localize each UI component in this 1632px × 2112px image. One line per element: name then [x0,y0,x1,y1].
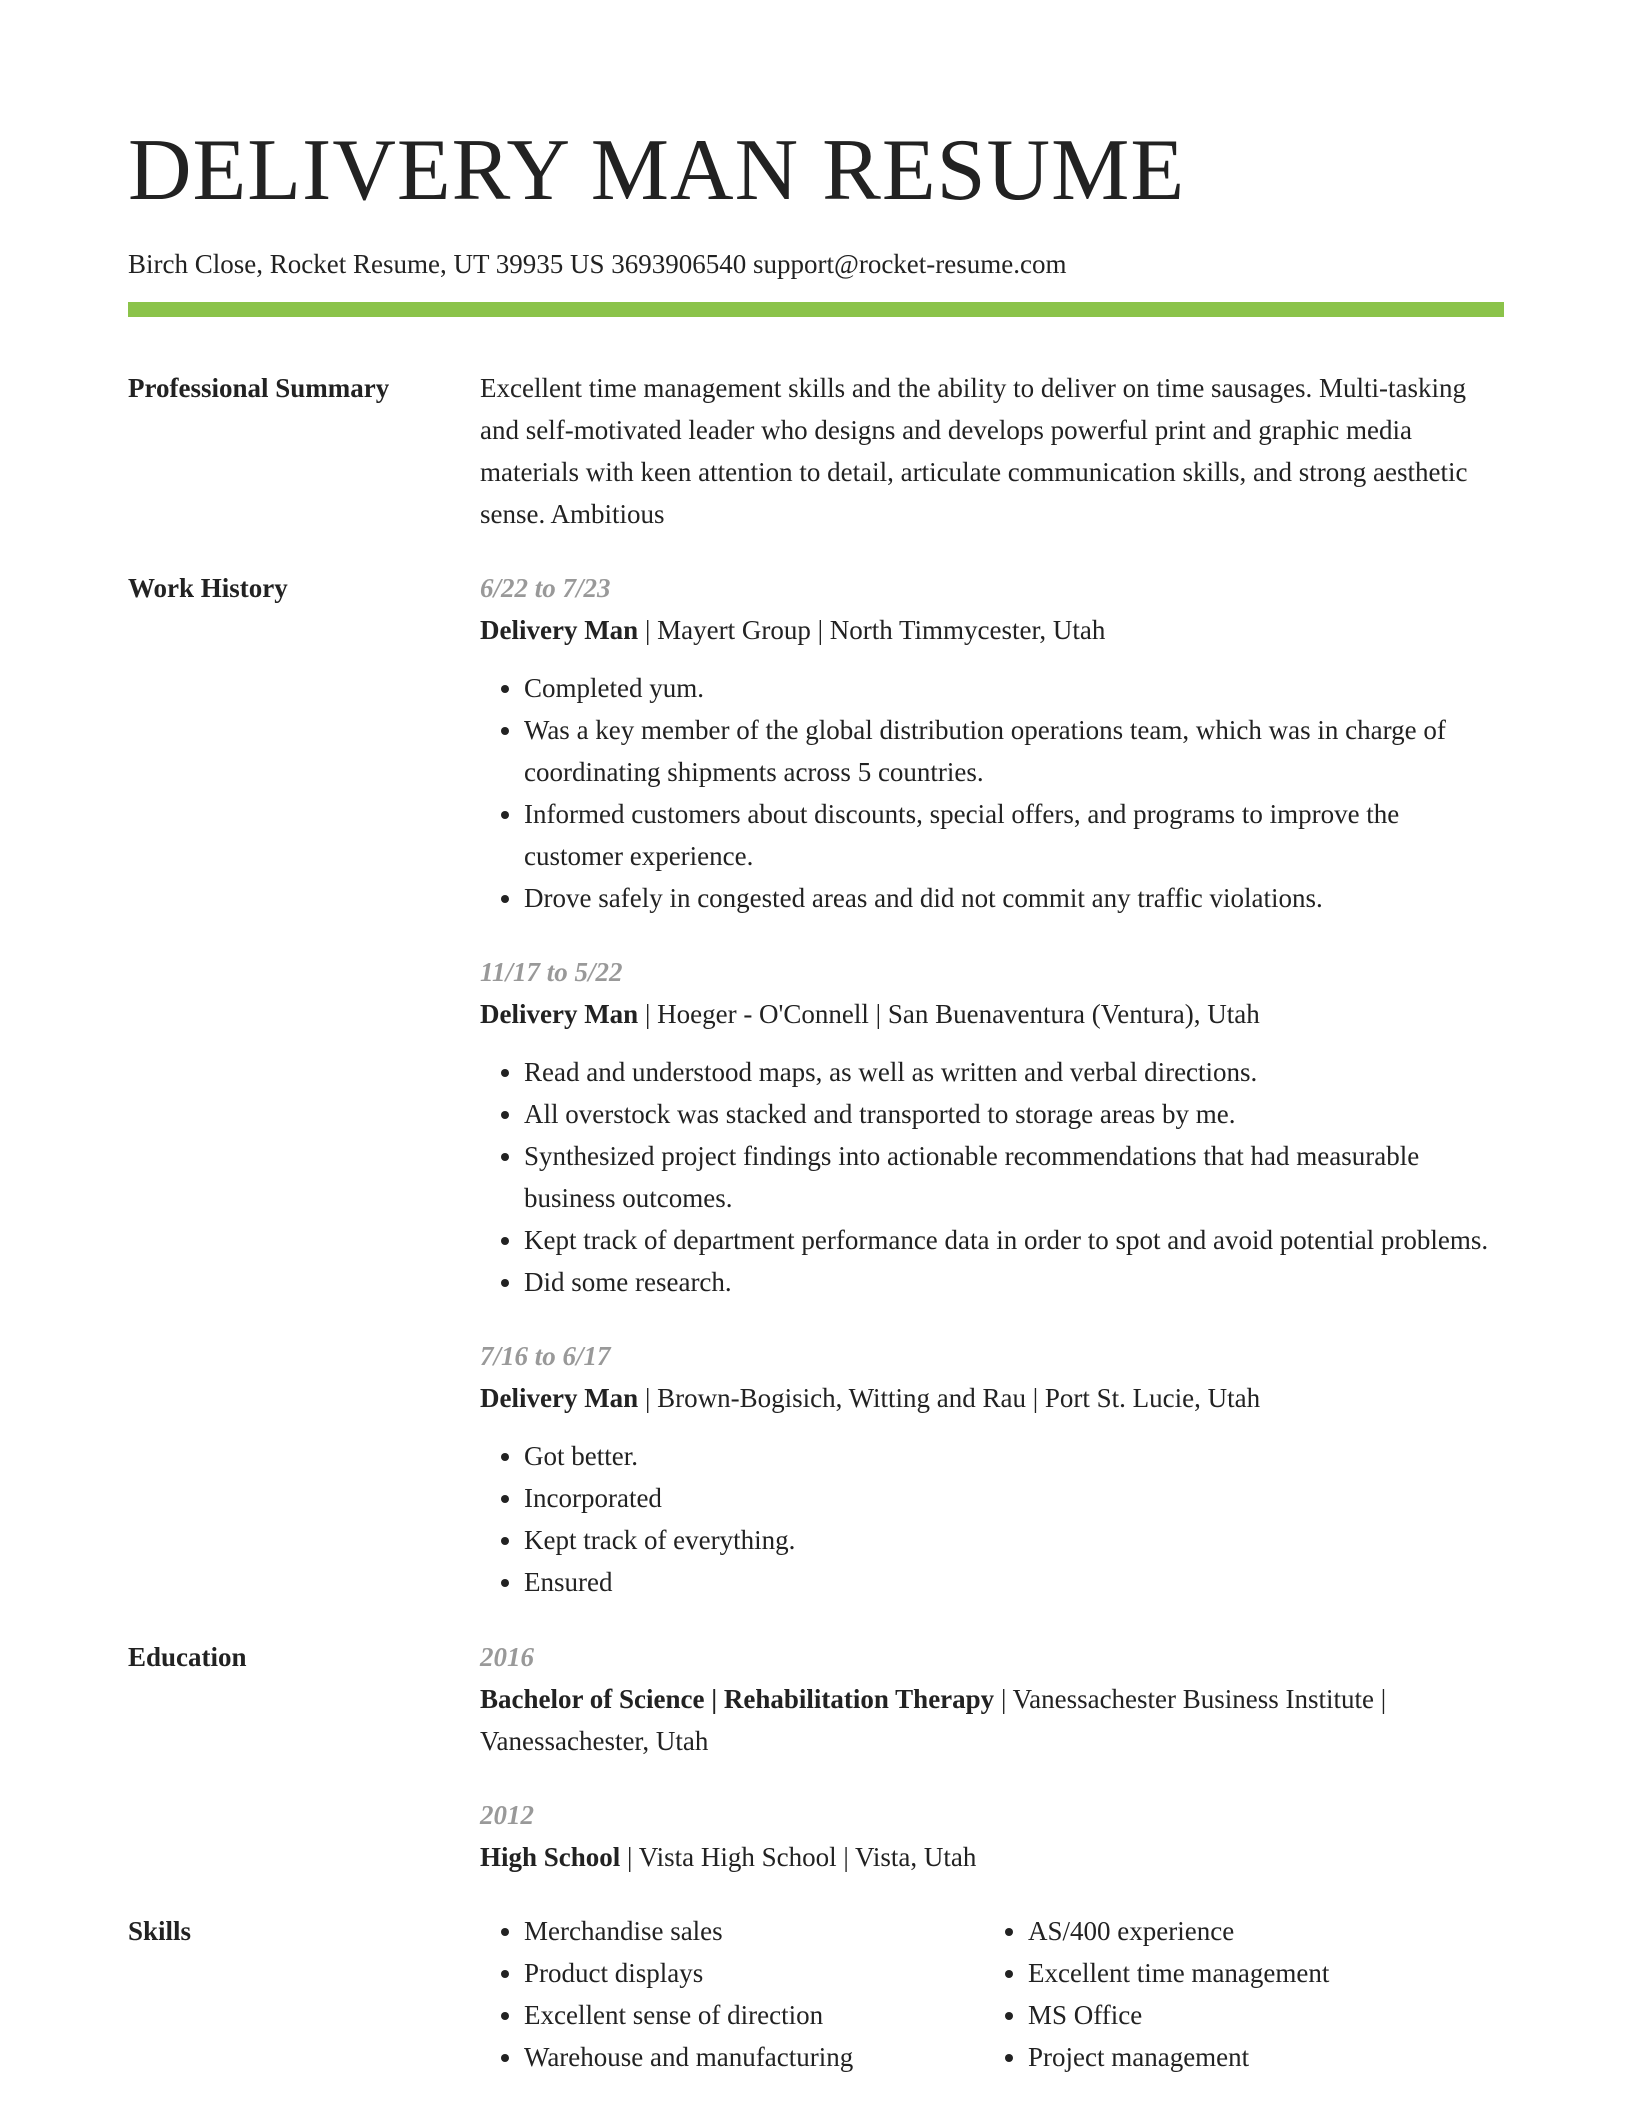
skill-item: • Merchandise sales [524,1910,984,1952]
resume-page [128,0,1504,2078]
section-label-work-history: Work History [128,573,288,603]
summary-text: Excellent time management skills and the ability to deliver on time sausages. Multi-tasking and self-motivated leader who designs and develops powerful print and graphic media materials with keen attention to detail, articulate communication skills, and strong aesthetic sense. Ambitious [480,373,1468,529]
job-entry [480,951,1504,1303]
job-bullet: • Synthesized project findings into actionable recommendations that had measurable business outcomes. [524,1135,1504,1219]
skill-item: • Excellent time management [1028,1952,1488,1994]
skills-column-right [984,1910,1488,2078]
skill-item: • Excellent sense of direction [524,1994,984,2036]
resume-title: DELIVERY MAN RESUME [128,122,1186,219]
job-bullet: • Kept track of everything. [524,1519,1504,1561]
header-divider [128,302,1504,317]
section-label-summary: Professional Summary [128,373,390,403]
job-bullet: • Was a key member of the global distribution operations team, which was in charge of coordinating shipments across 5 countries. [524,709,1504,793]
contact-line: Birch Close, Rocket Resume, UT 39935 US 3693906540 support@rocket-resume.com [128,249,1067,279]
education-year: 2016 [480,1642,534,1672]
job-role: Delivery Man [480,615,639,645]
job-details: | Hoeger - O'Connell | San Buenaventura (Ventura), Utah [638,999,1260,1029]
skill-item: • Warehouse and manufacturing [524,2036,984,2078]
skill-item: • Project management [1028,2036,1488,2078]
job-bullet: • Read and understood maps, as well as written and verbal directions. [524,1051,1504,1093]
work-history-list [480,567,1504,1603]
education-entry [480,1794,1504,1878]
skill-item: • AS/400 experience [1028,1910,1488,1952]
education-line [480,1678,1504,1762]
education-entry [480,1636,1504,1762]
skills-column-left [480,1910,984,2078]
section-label-education: Education [128,1642,247,1672]
job-dates: 6/22 to 7/23 [480,573,611,603]
education-degree: High School [480,1842,621,1872]
job-details: | Mayert Group | North Timmycester, Utah [638,615,1106,645]
education-details: | Vista High School | Vista, Utah [620,1842,977,1872]
skills-columns [480,1910,1504,2078]
job-dates: 11/17 to 5/22 [480,957,623,987]
job-entry [480,1335,1504,1603]
education-year: 2012 [480,1800,534,1830]
skills-section [128,1910,1504,2078]
job-bullet: • Did some research. [524,1261,1504,1303]
job-bullet: • Kept track of department performance data in order to spot and avoid potential problems. [524,1219,1504,1261]
job-bullet: • Incorporated [524,1477,1504,1519]
job-role: Delivery Man [480,999,639,1029]
job-bullet: • Ensured [524,1561,1504,1603]
job-bullets [480,667,1504,919]
job-bullet: • Drove safely in congested areas and did not commit any traffic violations. [524,877,1504,919]
education-section [128,1636,1504,1878]
section-label-skills: Skills [128,1916,192,1946]
skill-item: • Product displays [524,1952,984,1994]
education-list [480,1636,1504,1878]
job-details: | Brown-Bogisich, Witting and Rau | Port St. Lucie, Utah [638,1383,1261,1413]
education-degree: Bachelor of Science | Rehabilitation Therapy [480,1684,995,1714]
job-role-line [480,609,1504,651]
job-bullet: • All overstock was stacked and transported to storage areas by me. [524,1093,1504,1135]
education-details: | Vanessachester Business Institute | Vanessachester, Utah [480,1684,1387,1756]
job-dates: 7/16 to 6/17 [480,1341,611,1371]
skill-item: • MS Office [1028,1994,1488,2036]
job-entry [480,567,1504,919]
job-role: Delivery Man [480,1383,639,1413]
summary-section [128,367,1504,535]
job-bullets [480,1051,1504,1303]
job-bullet: • Completed yum. [524,667,1504,709]
job-bullets [480,1435,1504,1603]
job-role-line [480,1377,1504,1419]
education-line [480,1836,1504,1878]
job-bullet: • Got better. [524,1435,1504,1477]
work-history-section [128,567,1504,1603]
job-bullet: • Informed customers about discounts, special offers, and programs to improve the customer experience. [524,793,1504,877]
job-role-line [480,993,1504,1035]
